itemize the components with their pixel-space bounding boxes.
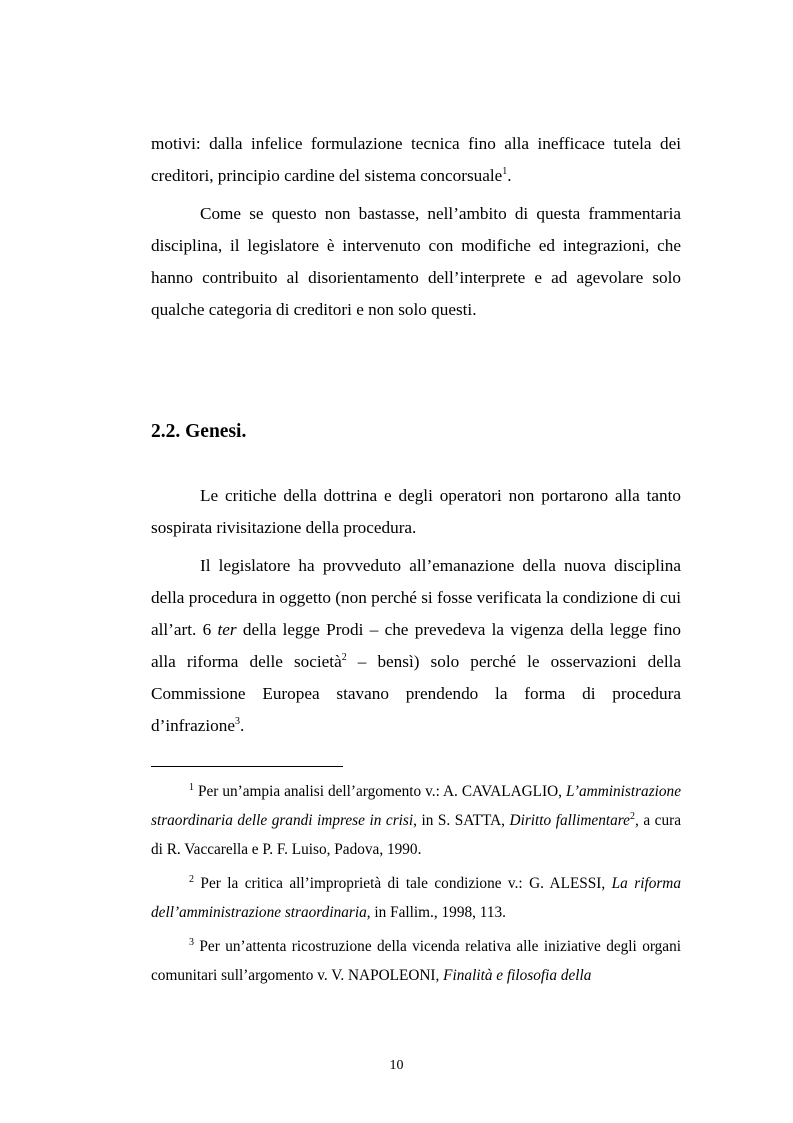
- page-number: 10: [389, 1058, 404, 1073]
- footnote-2-number: 2: [189, 874, 194, 885]
- footnote-1-text-a: Per un’ampia analisi dell’argomento v.: A. CAVALAGLIO,: [194, 783, 566, 800]
- footnote-ref-3: 3: [234, 716, 240, 727]
- paragraph-2: Come se questo non bastasse, nell’ambito di questa frammentaria disciplina, il legislatore è intervenuto con modifiche ed integrazioni, che hanno contribuito al disorientamento dell’interprete e ad agevolare solo qualche categoria di creditori e non solo questi.: [151, 204, 681, 319]
- footnote-2-text-a: Per la critica all’improprietà di tale condizione v.: G. ALESSI,: [194, 875, 612, 892]
- paragraph-4-text-c: – bensì) solo perché le osservazioni della Commissione Europea stavano prendendo la forma di procedura d’infrazione: [151, 652, 682, 735]
- paragraph-1: [151, 128, 681, 192]
- paragraph-1-end: .: [507, 166, 512, 185]
- paragraph-4: [151, 550, 681, 742]
- footnote-1-text-b: , in S. SATTA,: [413, 812, 510, 829]
- footnote-1-title-2: Diritto fallimentare: [509, 812, 630, 829]
- footnote-separator: [151, 766, 343, 767]
- footnote-2: [151, 869, 681, 927]
- paragraph-4-end: .: [239, 716, 245, 735]
- paragraph-4-text-a: Il legislatore ha provveduto all’emanazione della nuova disciplina della procedura in oggetto (non perché si fosse verificata la condizione di cui all’art. 6: [151, 556, 681, 639]
- footnote-ref-2: 2: [341, 652, 347, 663]
- footnote-1: [151, 777, 681, 864]
- footnote-3: [151, 932, 681, 990]
- footnote-1-title: L’amministrazione straordinaria delle grandi imprese in crisi: [151, 783, 681, 829]
- footnote-3-title: Finalità e filosofia della: [443, 967, 592, 984]
- footnote-ref-1: 1: [502, 166, 508, 177]
- footnote-2-title: La riforma dell’amministrazione straordinaria: [151, 875, 681, 921]
- footnote-3-text-a: Per un’attenta ricostruzione della vicenda relativa alle iniziative degli organi comunitari sull’argomento v. V. NAPOLEONI,: [151, 938, 681, 984]
- page-body: [151, 128, 681, 990]
- paragraph-1-text: motivi: dalla infelice formulazione tecnica fino alla inefficace tutela dei creditori, principio cardine del sistema concorsuale: [151, 134, 681, 185]
- italic-ter: ter: [217, 620, 237, 639]
- footnote-1-number: 1: [189, 782, 194, 793]
- footnote-1-edition: 2: [629, 811, 635, 822]
- footnote-1-comma: ,: [634, 812, 639, 829]
- paragraph-3: Le critiche della dottrina e degli operatori non portarono alla tanto sospirata rivisitazione della procedura.: [151, 486, 681, 537]
- paragraph-4-text-b: della legge Prodi – che prevedeva la vigenza della legge fino alla riforma delle società: [151, 620, 681, 671]
- footnote-1-text-d: a cura di R. Vaccarella e P. F. Luiso, Padova, 1990.: [151, 812, 681, 858]
- footnote-2-text-b: , in Fallim., 1998, 113.: [366, 904, 506, 921]
- footnote-3-number: 3: [189, 937, 194, 948]
- section-heading: 2.2. Genesi.: [151, 421, 247, 442]
